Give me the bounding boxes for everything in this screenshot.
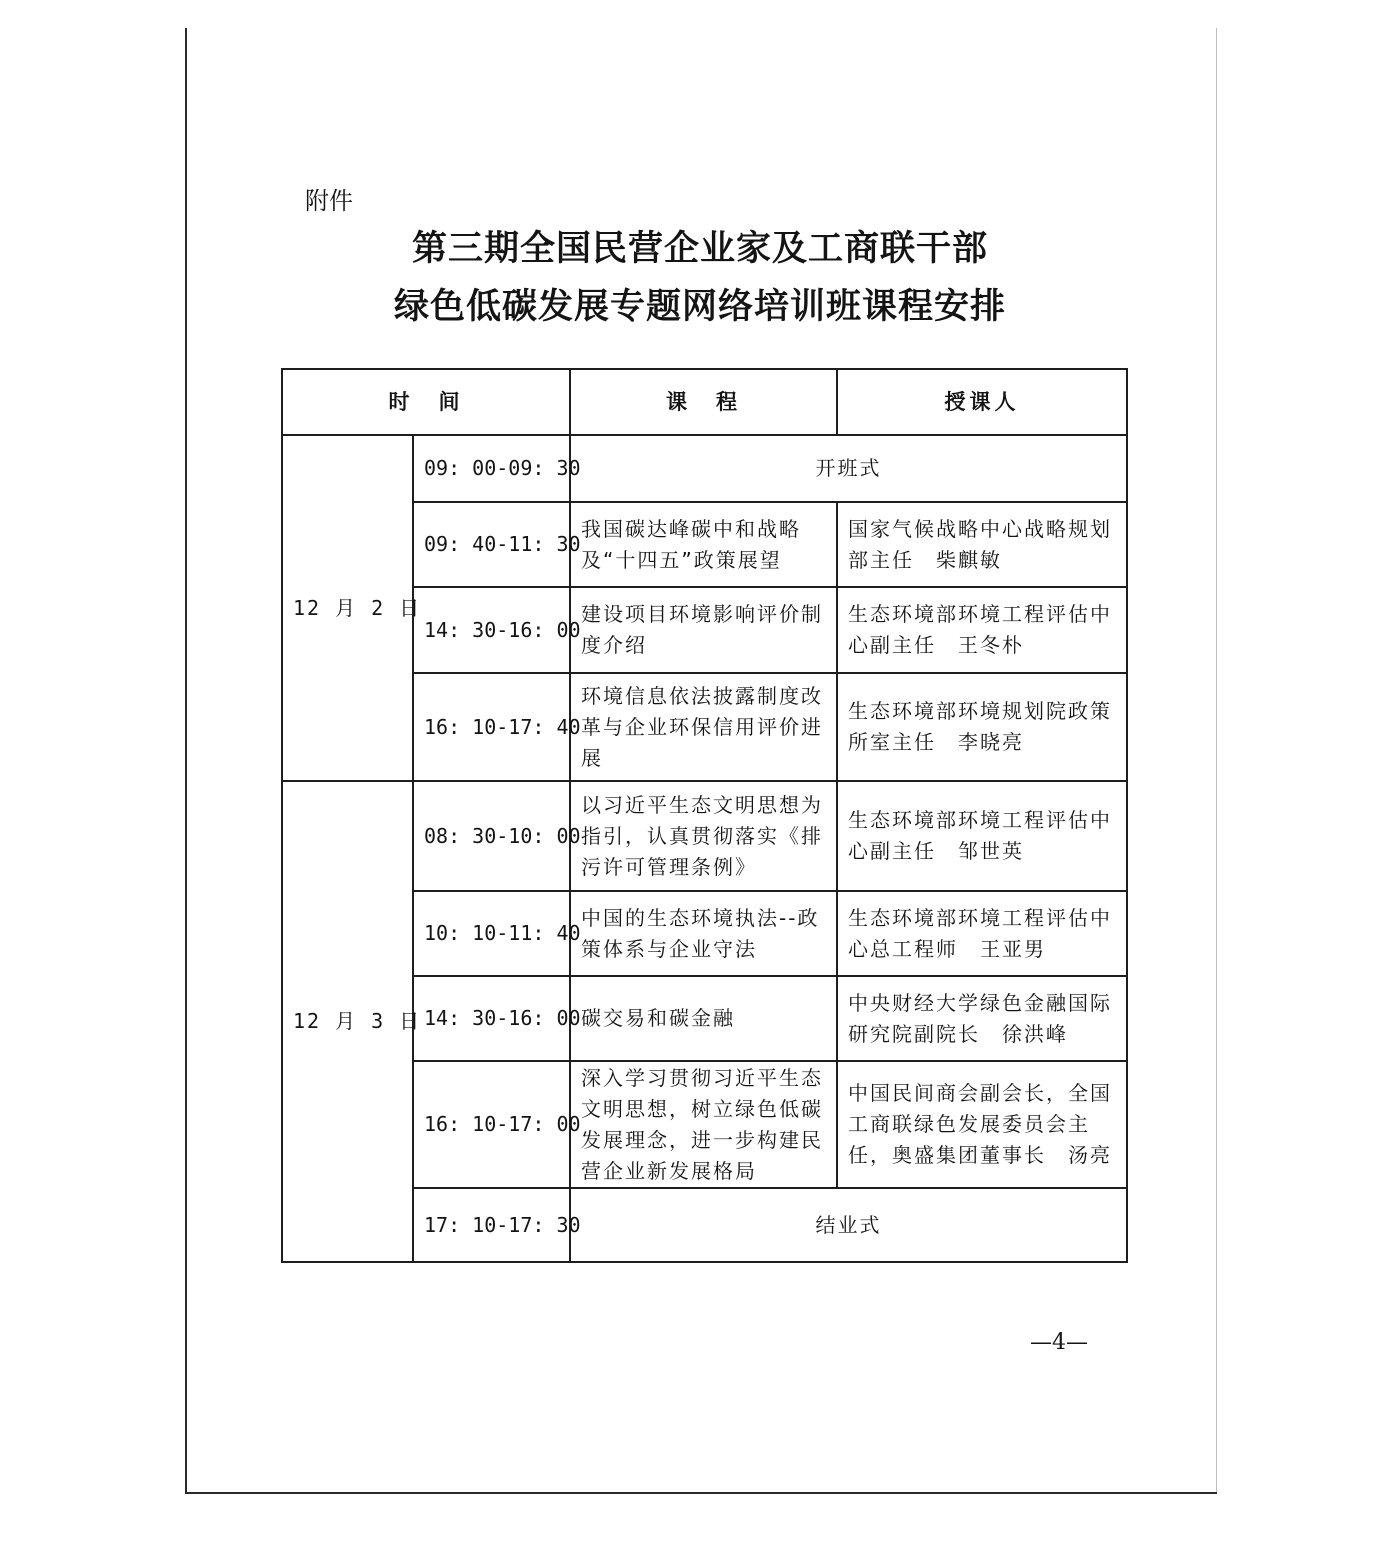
course-cell: 以习近平生态文明思想为指引，认真贯彻落实《排污许可管理条例》 xyxy=(570,781,837,891)
time-cell: 10: 10-11: 40 xyxy=(413,891,570,976)
time-cell: 09: 00-09: 30 xyxy=(413,435,570,502)
lecturer-cell: 生态环境部环境工程评估中心总工程师 王亚男 xyxy=(837,891,1127,976)
scan-edge-bottom xyxy=(185,1492,1217,1494)
attachment-label: 附件 xyxy=(305,187,353,215)
course-cell: 中国的生态环境执法--政策体系与企业守法 xyxy=(570,891,837,976)
course-cell: 建设项目环境影响评价制度介绍 xyxy=(570,587,837,673)
ceremony-cell: 开班式 xyxy=(570,435,1127,502)
time-cell: 09: 40-11: 30 xyxy=(413,502,570,587)
course-cell: 环境信息依法披露制度改革与企业环保信用评价进展 xyxy=(570,673,837,781)
scan-edge-right xyxy=(1216,28,1217,1494)
course-cell: 我国碳达峰碳中和战略及“十四五”政策展望 xyxy=(570,502,837,587)
header-course: 课 程 xyxy=(570,369,837,435)
date-cell: 12 月 3 日 xyxy=(282,781,413,1262)
header-lecturer: 授课人 xyxy=(837,369,1127,435)
time-cell: 08: 30-10: 00 xyxy=(413,781,570,891)
table-row xyxy=(282,435,1127,502)
title-line-2: 绿色低碳发展专题网络培训班课程安排 xyxy=(393,286,1006,327)
header-time: 时 间 xyxy=(282,369,570,435)
lecturer-cell: 生态环境部环境规划院政策所室主任 李晓亮 xyxy=(837,673,1127,781)
course-cell: 碳交易和碳金融 xyxy=(570,976,837,1061)
date-cell: 12 月 2 日 xyxy=(282,435,413,781)
course-cell: 深入学习贯彻习近平生态文明思想，树立绿色低碳发展理念，进一步构建民营企业新发展格局 xyxy=(570,1061,837,1188)
table-header-row xyxy=(282,369,1127,435)
lecturer-cell: 中国民间商会副会长，全国工商联绿色发展委员会主任，奥盛集团董事长 汤亮 xyxy=(837,1061,1127,1188)
document-title xyxy=(300,220,1100,336)
time-cell: 16: 10-17: 40 xyxy=(413,673,570,781)
time-cell: 16: 10-17: 00 xyxy=(413,1061,570,1188)
lecturer-cell: 生态环境部环境工程评估中心副主任 王冬朴 xyxy=(837,587,1127,673)
time-cell: 17: 10-17: 30 xyxy=(413,1188,570,1262)
time-cell: 14: 30-16: 00 xyxy=(413,976,570,1061)
scan-edge-left xyxy=(185,28,187,1494)
time-cell: 14: 30-16: 00 xyxy=(413,587,570,673)
table-row xyxy=(282,781,1127,891)
title-line-1: 第三期全国民营企业家及工商联干部 xyxy=(411,228,988,269)
lecturer-cell: 生态环境部环境工程评估中心副主任 邹世英 xyxy=(837,781,1127,891)
schedule-table xyxy=(281,368,1128,1263)
lecturer-cell: 国家气候战略中心战略规划部主任 柴麒敏 xyxy=(837,502,1127,587)
ceremony-cell: 结业式 xyxy=(570,1188,1127,1262)
lecturer-cell: 中央财经大学绿色金融国际研究院副院长 徐洪峰 xyxy=(837,976,1127,1061)
page-number: —4— xyxy=(1030,1330,1088,1355)
